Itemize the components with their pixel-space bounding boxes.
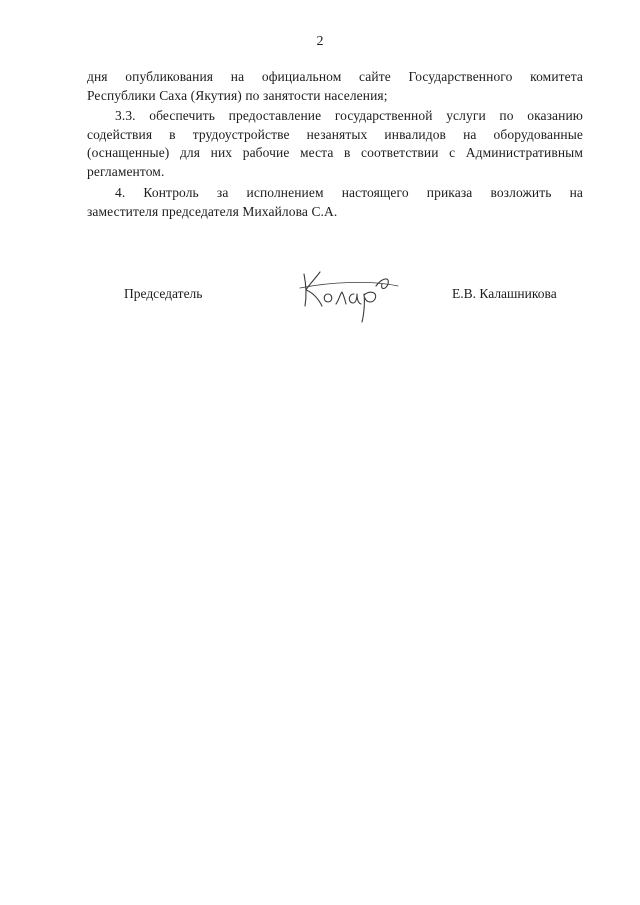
signatory-title: Председатель — [124, 286, 203, 301]
text-line: дня опубликования на официальном сайте Государственного комитета — [87, 69, 583, 84]
paragraph-item-3-3 — [87, 107, 583, 181]
text-line: содействия в трудоустройстве незанятых инвалидов на оборудованные — [87, 126, 583, 142]
text-line: 3.3. обеспечить предоставление государственной услуги по оказанию — [115, 108, 583, 123]
text-line: (оснащенные) для них рабочие места в соответствии с Административным — [87, 145, 583, 160]
signatory-name: Е.В. Калашникова — [452, 286, 557, 301]
handwritten-signature — [290, 264, 410, 324]
text-line: заместителя председателя Михайлова С.А. — [87, 203, 338, 219]
page-number: 2 — [316, 34, 324, 49]
signature-block — [0, 278, 640, 328]
paragraph-item-4 — [87, 184, 583, 221]
text-line: регламентом. — [87, 163, 165, 179]
text-line: Республики Саха (Якутия) по занятости населения; — [87, 87, 388, 103]
paragraph-continuation — [87, 68, 583, 105]
text-line: 4. Контроль за исполнением настоящего приказа возложить на — [115, 185, 583, 200]
